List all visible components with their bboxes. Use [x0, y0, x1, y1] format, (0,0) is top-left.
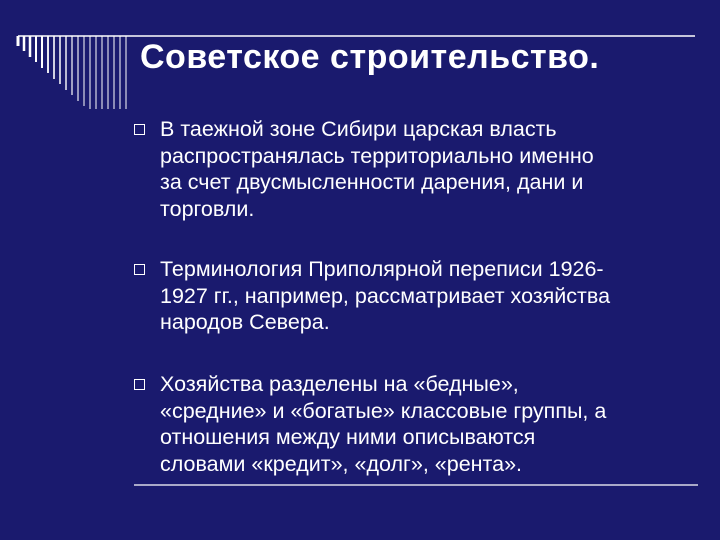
bullet-line: В таежной зоне Сибири царская власть	[160, 117, 557, 141]
bottom-rule	[0, 480, 720, 490]
bullet-line: Терминология Приполярной переписи 1926-	[160, 257, 604, 281]
bullet-line: 1927 гг., например, рассматривает хозяйства	[160, 283, 611, 308]
bullet-item	[134, 256, 694, 336]
bullet-line: торговли.	[160, 196, 255, 221]
bullet-line: народов Севера.	[160, 310, 330, 334]
hollow-square-bullet-icon	[134, 124, 145, 135]
slide-title: Советское строительство.	[140, 38, 600, 76]
bullet-line: Хозяйства разделены на «бедные»,	[160, 372, 519, 396]
bullet-item	[134, 371, 694, 477]
bullet-text	[160, 116, 594, 222]
bullet-text	[160, 371, 606, 477]
bullet-text	[160, 256, 610, 336]
hollow-square-bullet-icon	[134, 264, 145, 275]
hollow-square-bullet-icon	[134, 379, 145, 390]
bullet-item	[134, 116, 694, 222]
bullet-line: за счет двусмысленности дарения, дани и	[160, 170, 584, 194]
bullet-line: отношения между ними описываются	[160, 425, 536, 449]
bullet-line: «средние» и «богатые» классовые группы, а	[160, 398, 607, 423]
bullet-line: словами «кредит», «долг», «рента».	[160, 451, 523, 476]
bullet-line: распространялась территориально именно	[160, 143, 594, 168]
